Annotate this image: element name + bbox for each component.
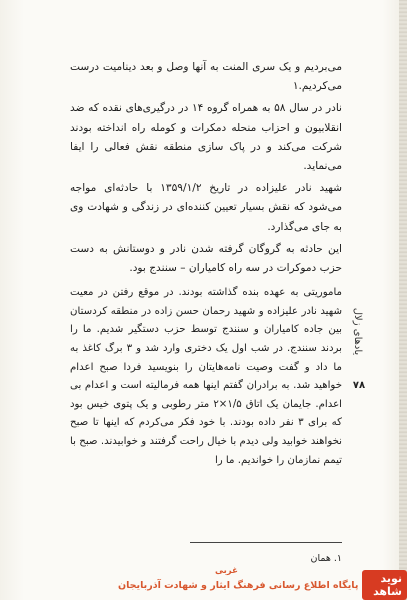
running-title bbox=[350, 296, 366, 366]
watermark bbox=[118, 574, 407, 596]
paragraph-3: شهید نادر علیزاده در تاریخ ۱۳۵۹/۱/۲ با حادثه‌ای مواجه می‌شود که نقش بسیار تعیین کننده‌ای در زندگی و شهادت وی به جای می‌گذارد. bbox=[70, 182, 342, 233]
running-title-text: یادهای زلال bbox=[352, 307, 364, 355]
watermark-region: غربی bbox=[215, 566, 238, 576]
page-number: ۷۸ bbox=[352, 380, 366, 391]
body-text bbox=[70, 58, 342, 473]
paragraph-2: نادر در سال ۵۸ به همراه گروه ۱۴ در درگیری‌های نقده که ضد انقلابیون و احزاب منحله دمکرات و کومله راه انداخته بودند شرکت می‌کند و در پاک سازی منطقه نقش فعالی را ایفا می‌نماید. bbox=[70, 102, 343, 173]
page-edge bbox=[399, 0, 407, 600]
quote-paragraph: ماموریتی به عهده بنده گذاشته بودند. در موقع رفتن در معیت شهید نادر علیزاده و شهید رحمان حسن زاده در منطقه کردستان بین جاده کامیاران و سنندج توسط حزب دستگیر شدیم. ما را بردند سنندج. در شب اول یک دختری وارد شد و ۳ برگ کاغذ به ما داد و گفت وصیت نامه‌هایتان را بنویسید فردا صبح اعدام خواهید شد. به برادران گفتم اینها همه فرمالیته است و اعدام بی اعدام. جایمان یک اتاق ۱/۵×۲ متر رطوبی و یک پتوی خیس بود که برای ۳ نفر داده بودند. با خود فکر می‌کردم که اینها تا صبح نخواهند خوابید ولی دیدم با خیال راحت گرفتند و خوابیدند. صبح با تیمم نمازمان را خواندیم. ما را bbox=[70, 287, 343, 466]
footnote-divider bbox=[190, 542, 342, 543]
footnote: ۱. همان bbox=[310, 553, 342, 564]
paragraph-1: می‌بردیم و یک سری المنت به آنها وصل و بعد دینامیت درست می‌کردیم.۱ bbox=[70, 61, 342, 93]
paragraph-4: این حادثه به گروگان گرفته شدن نادر و دوستانش به دست حزب دموکرات در سه راه کامیاران – سنندج بود. bbox=[70, 242, 342, 275]
watermark-text: پایگاه اطلاع رسانی فرهنگ ایثار و شهادت آذربایجان bbox=[118, 579, 359, 591]
watermark-logo: نوید شاهد bbox=[362, 570, 407, 600]
